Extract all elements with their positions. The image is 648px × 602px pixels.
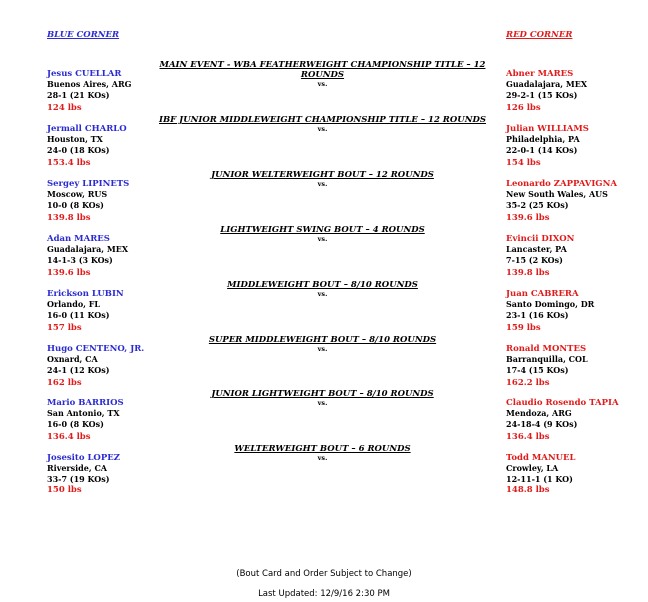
fighter-record: 23-1 (16 KOs) xyxy=(506,309,569,320)
fighter-name: Sergey LIPINETS xyxy=(47,179,130,189)
fighter-record: 24-18-4 (9 KOs) xyxy=(506,418,578,429)
fighter-name: Julian WILLIAMS xyxy=(506,124,589,134)
bout-header xyxy=(150,389,495,408)
fighter-name: Jermall CHARLO xyxy=(47,124,127,134)
fighter-name: Josesito LOPEZ xyxy=(47,453,120,463)
fighter-name: Adan MARES xyxy=(47,234,110,244)
fighter-weight: 126 lbs xyxy=(506,103,541,113)
fighter-hometown: Barranquilla, COL xyxy=(506,354,588,364)
red-fighter xyxy=(506,234,574,278)
fighter-weight: 154 lbs xyxy=(506,158,541,168)
bout-title: SUPER MIDDLEWEIGHT BOUT – 8/10 ROUNDS xyxy=(208,335,437,345)
fighter-name: Mario BARRIOS xyxy=(47,398,124,408)
vs-label: vs. xyxy=(317,290,328,298)
fighter-hometown: Oxnard, CA xyxy=(47,354,98,364)
fighter-record: 7-15 (2 KOs) xyxy=(506,254,563,265)
fighter-weight: 150 lbs xyxy=(47,485,82,495)
blue-fighter xyxy=(47,453,120,495)
bout-title: JUNIOR LIGHTWEIGHT BOUT – 8/10 ROUNDS xyxy=(211,389,434,399)
fighter-weight: 162 lbs xyxy=(47,378,82,388)
fighter-record: 24-1 (12 KOs) xyxy=(47,364,110,375)
red-fighter xyxy=(506,344,588,388)
red-fighter xyxy=(506,124,589,168)
fighter-name: Ronald MONTES xyxy=(506,344,587,354)
red-fighter xyxy=(506,398,619,442)
vs-label: vs. xyxy=(317,399,328,407)
fighter-record: 33-7 (19 KOs) xyxy=(47,473,110,484)
fighter-hometown: Riverside, CA xyxy=(47,463,108,473)
fighter-weight: 159 lbs xyxy=(506,323,541,333)
bout-header xyxy=(150,444,495,463)
fighter-weight: 124 lbs xyxy=(47,103,82,113)
fighter-record: 14-1-3 (3 KOs) xyxy=(47,254,113,265)
fighter-name: Leonardo ZAPPAVIGNA xyxy=(506,179,617,189)
vs-label: vs. xyxy=(317,454,328,462)
bout-title: JUNIOR WELTERWEIGHT BOUT – 12 ROUNDS xyxy=(211,170,434,180)
fighter-record: 17-4 (15 KOs) xyxy=(506,364,569,375)
fighter-name: Juan CABRERA xyxy=(506,289,579,299)
fighter-hometown: Mendoza, ARG xyxy=(506,408,572,418)
fighter-hometown: Philadelphia, PA xyxy=(506,134,580,144)
blue-corner-header: BLUE CORNER xyxy=(47,30,120,40)
fighter-name: Todd MANUEL xyxy=(506,453,576,463)
red-fighter xyxy=(506,69,587,113)
fighter-record: 29-2-1 (15 KOs) xyxy=(506,89,578,100)
last-updated: Last Updated: 12/9/16 2:30 PM xyxy=(258,589,390,599)
vs-label: vs. xyxy=(317,80,328,88)
fighter-weight: 139.6 lbs xyxy=(506,213,550,223)
vs-label: vs. xyxy=(317,180,328,188)
fighter-record: 10-0 (8 KOs) xyxy=(47,199,104,210)
fighter-weight: 139.6 lbs xyxy=(47,268,91,278)
fighter-name: Abner MARES xyxy=(506,69,574,79)
fighter-weight: 153.4 lbs xyxy=(47,158,91,168)
bout-title: LIGHTWEIGHT SWING BOUT – 4 ROUNDS xyxy=(220,225,425,235)
red-fighter xyxy=(506,179,617,223)
fighter-hometown: New South Wales, AUS xyxy=(506,189,608,199)
fighter-record: 16-0 (8 KOs) xyxy=(47,418,104,429)
blue-fighter xyxy=(47,398,124,442)
bout-title: WELTERWEIGHT BOUT – 6 ROUNDS xyxy=(234,444,411,454)
fighter-weight: 136.4 lbs xyxy=(506,432,550,442)
fighter-weight: 136.4 lbs xyxy=(47,432,91,442)
blue-fighter xyxy=(47,69,131,113)
red-fighter xyxy=(506,453,576,495)
blue-fighter xyxy=(47,179,129,223)
fighter-record: 28-1 (21 KOs) xyxy=(47,89,110,100)
fighter-hometown: Buenos Aires, ARG xyxy=(47,79,132,89)
fighter-hometown: Crowley, LA xyxy=(506,463,559,473)
bout-title: MIDDLEWEIGHT BOUT – 8/10 ROUNDS xyxy=(227,280,418,290)
fighter-weight: 162.2 lbs xyxy=(506,378,550,388)
fighter-name: Claudio Rosendo TAPIA xyxy=(506,398,619,408)
fighter-hometown: Guadalajara, MEX xyxy=(506,79,588,89)
fighter-hometown: Guadalajara, MEX xyxy=(47,244,129,254)
fighter-hometown: Lancaster, PA xyxy=(506,244,567,254)
blue-fighter xyxy=(47,124,127,168)
fighter-hometown: San Antonio, TX xyxy=(47,408,120,418)
fighter-record: 24-0 (18 KOs) xyxy=(47,144,110,155)
blue-fighter xyxy=(47,344,144,388)
bout-header xyxy=(150,115,495,134)
fighter-hometown: Orlando, FL xyxy=(47,299,101,309)
fighter-weight: 139.8 lbs xyxy=(506,268,550,278)
disclaimer-note: (Bout Card and Order Subject to Change) xyxy=(236,569,412,579)
red-corner-header: RED CORNER xyxy=(506,30,573,40)
fighter-hometown: Moscow, RUS xyxy=(47,189,108,199)
fighter-record: 35-2 (25 KOs) xyxy=(506,199,569,210)
fighter-name: Evincii DIXON xyxy=(506,234,575,244)
bout-title: MAIN EVENT - WBA FEATHERWEIGHT CHAMPIONSHIP TITLE – 12 ROUNDS xyxy=(159,60,486,80)
fighter-hometown: Houston, TX xyxy=(47,134,103,144)
fighter-hometown: Santo Domingo, DR xyxy=(506,299,595,309)
fighter-name: Jesus CUELLAR xyxy=(47,69,122,79)
blue-fighter xyxy=(47,289,124,333)
bout-header xyxy=(150,335,495,354)
fighter-name: Erickson LUBIN xyxy=(47,289,124,299)
bout-title: IBF JUNIOR MIDDLEWEIGHT CHAMPIONSHIP TITLE – 12 ROUNDS xyxy=(159,115,486,125)
bout-header xyxy=(150,60,495,89)
red-fighter xyxy=(506,289,594,333)
fighter-record: 16-0 (11 KOs) xyxy=(47,309,110,320)
bout-header xyxy=(150,280,495,299)
vs-label: vs. xyxy=(317,235,328,243)
bout-header xyxy=(150,225,495,244)
bout-header xyxy=(150,170,495,189)
fighter-weight: 157 lbs xyxy=(47,323,82,333)
blue-fighter xyxy=(47,234,128,278)
fighter-record: 12-11-1 (1 KO) xyxy=(506,473,573,484)
fighter-weight: 139.8 lbs xyxy=(47,213,91,223)
fighter-weight: 148.8 lbs xyxy=(506,485,550,495)
vs-label: vs. xyxy=(317,125,328,133)
fighter-name: Hugo CENTENO, JR. xyxy=(47,344,145,354)
vs-label: vs. xyxy=(317,345,328,353)
fighter-record: 22-0-1 (14 KOs) xyxy=(506,144,578,155)
